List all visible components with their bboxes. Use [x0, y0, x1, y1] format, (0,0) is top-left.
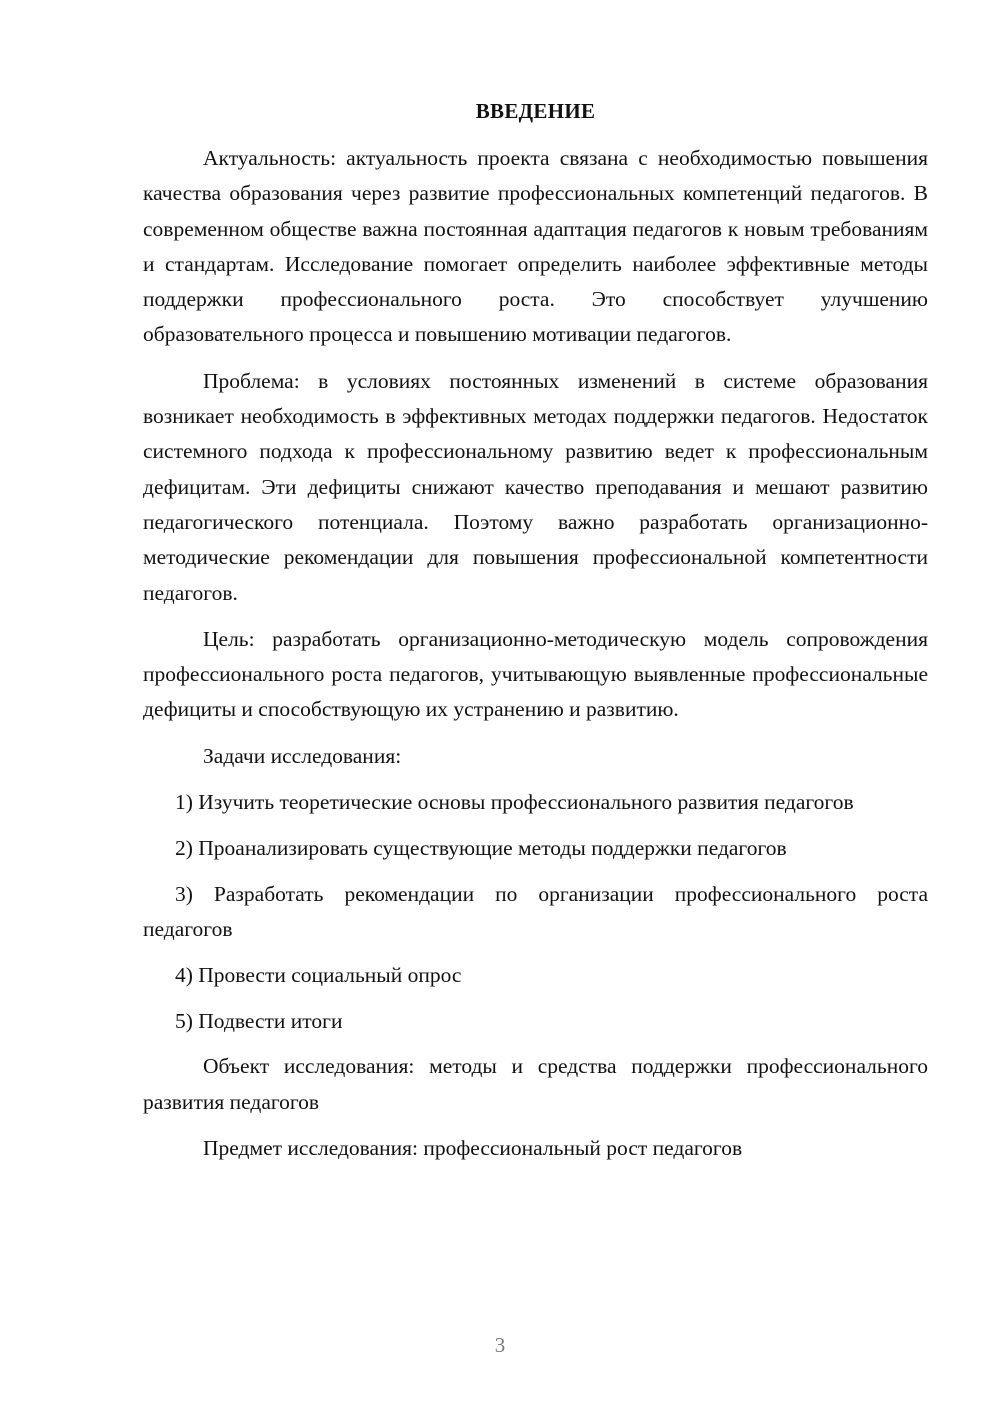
task-item-3: 3) Разработать рекомендации по организации профессионального роста педагогов [143, 881, 928, 941]
task-item-1: 1) Изучить теоретические основы профессионального развития педагогов [175, 790, 854, 815]
tasks-heading: Задачи исследования: [203, 743, 402, 768]
paragraph-relevance: Актуальность: актуальность проекта связана с необходимостью повышения качества образования через развитие профессиональных компетенций педагогов. В современном обществе важна постоянная адаптация педагогов к новым требованиям и стандартам. Исследование помогает определить наиболее эффективные методы поддержки профессионального роста. Это способствует улучшению образовательного процесса и повышению мотивации педагогов. [143, 146, 928, 347]
section-title: ВВЕДЕНИЕ [475, 99, 596, 123]
paragraph-subject: Предмет исследования: профессиональный рост педагогов [203, 1135, 743, 1160]
task-item-4: 4) Провести социальный опрос [175, 962, 462, 987]
task-item-2: 2) Проанализировать существующие методы поддержки педагогов [175, 835, 787, 860]
paragraph-goal: Цель: разработать организационно-методическую модель сопровождения профессионального роста педагогов, учитывающую выявленные профессиональные дефициты и способствующую их устранению и развитию. [143, 626, 928, 722]
page-number: 3 [494, 1333, 506, 1357]
paragraph-object: Объект исследования: методы и средства поддержки профессионального развития педагогов [143, 1054, 928, 1114]
task-item-5: 5) Подвести итоги [175, 1008, 343, 1033]
page-content [143, 94, 928, 1177]
paragraph-problem: Проблема: в условиях постоянных изменений в системе образования возникает необходимость в эффективных методах поддержки педагогов. Недостаток системного подхода к профессиональному развитию ведет к профессиональным дефицитам. Эти дефициты снижают качество преподавания и мешают развитию педагогического потенциала. Поэтому важно разработать организационно-методические рекомендации для повышения профессиональной компетентности педагогов. [143, 368, 928, 605]
